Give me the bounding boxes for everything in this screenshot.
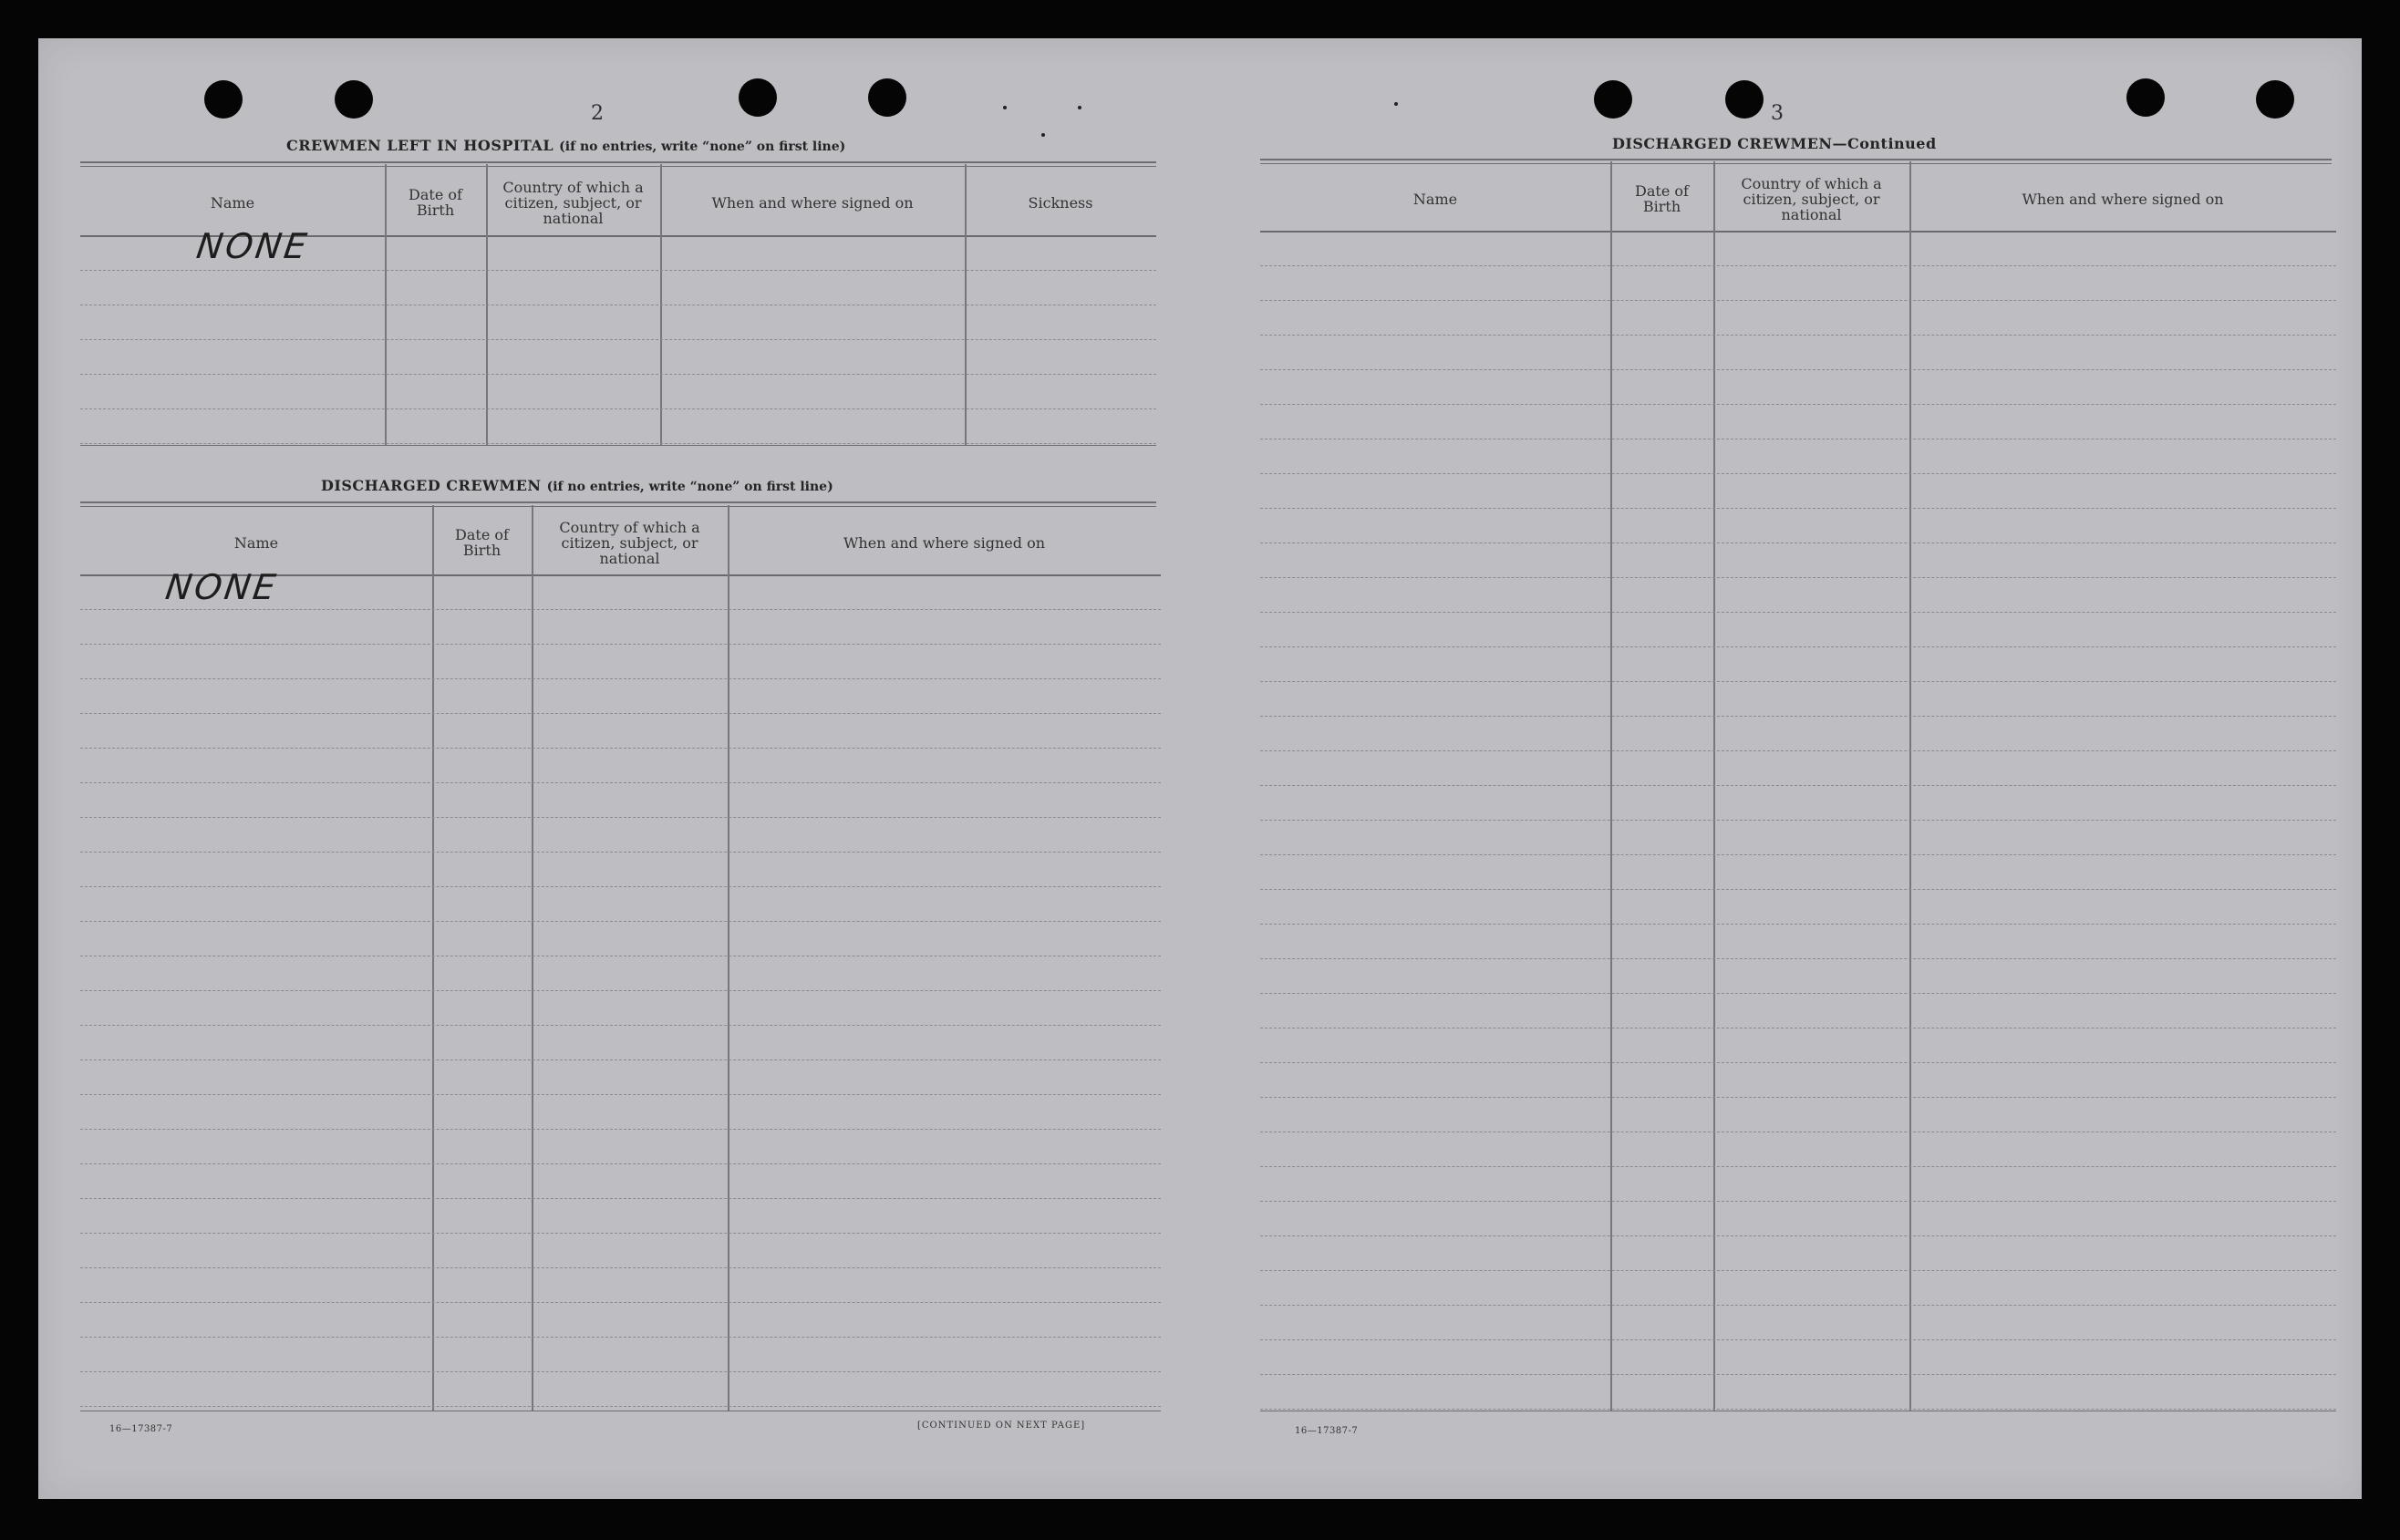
- entry-line: [80, 1267, 1161, 1268]
- handwritten-entry: NONE: [193, 226, 312, 266]
- punch-hole: [335, 80, 373, 119]
- entry-line: [1260, 716, 2336, 717]
- column-header: Sickness: [1028, 193, 1093, 212]
- entry-line: [1260, 750, 2336, 751]
- column-header: Name: [210, 193, 255, 212]
- entry-line: [80, 748, 1161, 749]
- entry-line: [1260, 265, 2336, 266]
- punch-hole: [739, 78, 777, 117]
- punch-hole: [2256, 80, 2294, 119]
- entry-line: [1260, 924, 2336, 925]
- entry-line: [1260, 1305, 2336, 1306]
- punch-hole: [1725, 80, 1764, 119]
- entry-line: [1260, 1339, 2336, 1340]
- entry-line: [1260, 1235, 2336, 1236]
- column-header: Date of Birth: [455, 526, 509, 559]
- discharged-top-rule: [80, 501, 1156, 503]
- column-header: Country of which a citizen, subject, or national: [502, 178, 644, 227]
- column-divider: [1909, 161, 1911, 1411]
- entry-line: [80, 270, 1156, 271]
- entry-line: [1260, 369, 2336, 370]
- column-divider: [532, 505, 533, 1411]
- continued-note: [CONTINUED ON NEXT PAGE]: [917, 1421, 1086, 1431]
- entry-line: [80, 1129, 1161, 1130]
- hospital-section-title: [286, 137, 845, 154]
- entry-line: [80, 1406, 1161, 1407]
- entry-line: [1260, 508, 2336, 509]
- entry-line: [1260, 1201, 2336, 1202]
- hospital-title: CREWMEN LEFT IN HOSPITAL: [286, 137, 554, 154]
- entry-line: [80, 1302, 1161, 1303]
- entry-line: [80, 678, 1161, 679]
- hospital-instruction: (if no entries, write “none” on first line): [559, 140, 846, 154]
- page-number-right: 3: [1771, 102, 1784, 125]
- punch-hole: [204, 80, 243, 119]
- entry-line: [80, 782, 1161, 783]
- entry-line: [1260, 300, 2336, 301]
- column-divider: [1713, 161, 1715, 1411]
- entry-line: [80, 852, 1161, 853]
- speck: [1003, 106, 1007, 109]
- form-number: 16—17387-7: [109, 1424, 173, 1434]
- column-divider: [1610, 161, 1612, 1411]
- column-header: Date of Birth: [409, 186, 462, 219]
- discharged-instruction: (if no entries, write “none” on first line): [546, 480, 833, 494]
- form-sheet: [38, 38, 2362, 1499]
- entry-line: [80, 1198, 1161, 1199]
- column-header: When and where signed on: [711, 193, 914, 212]
- entry-line: [80, 443, 1156, 444]
- entry-line: [80, 1025, 1161, 1026]
- entry-line: [1260, 1409, 2336, 1410]
- right-top-rule-2: [1260, 163, 2332, 164]
- entry-line: [80, 817, 1161, 818]
- entry-line: [1260, 1166, 2336, 1167]
- hospital-top-rule: [80, 161, 1156, 163]
- entry-line: [80, 408, 1156, 409]
- discharged-section-title: [321, 477, 833, 494]
- entry-line: [80, 921, 1161, 922]
- entry-line: [80, 1337, 1161, 1338]
- punch-hole: [868, 78, 906, 117]
- entry-line: [80, 1094, 1161, 1095]
- entry-line: [80, 1371, 1161, 1372]
- entry-line: [80, 374, 1156, 375]
- entry-line: [1260, 1062, 2336, 1063]
- discharged-top-rule-2: [80, 506, 1156, 507]
- column-header: Country of which a citizen, subject, or national: [559, 518, 700, 567]
- hospital-top-rule-2: [80, 166, 1156, 167]
- punch-hole: [1594, 80, 1632, 119]
- table-bottom-rule: [80, 445, 1156, 446]
- column-header: Name: [1412, 190, 1458, 208]
- entry-line: [1260, 681, 2336, 682]
- entry-line: [80, 990, 1161, 991]
- entry-line: [1260, 993, 2336, 994]
- entry-line: [1260, 889, 2336, 890]
- column-divider: [432, 505, 434, 1411]
- entry-line: [1260, 473, 2336, 474]
- entry-line: [1260, 612, 2336, 613]
- entry-line: [1260, 1374, 2336, 1375]
- entry-line: [1260, 854, 2336, 855]
- entry-line: [1260, 820, 2336, 821]
- entry-line: [1260, 404, 2336, 405]
- right-top-rule: [1260, 159, 2332, 160]
- speck: [1041, 133, 1045, 137]
- entry-line: [1260, 1097, 2336, 1098]
- entry-line: [80, 886, 1161, 887]
- column-header: Date of Birth: [1635, 182, 1689, 215]
- entry-line: [80, 644, 1161, 645]
- right-section-title: DISCHARGED CREWMEN—Continued: [1612, 135, 1937, 152]
- speck: [1394, 102, 1398, 106]
- punch-hole: [2126, 78, 2165, 117]
- column-header: When and where signed on: [2022, 190, 2224, 208]
- column-divider: [728, 505, 729, 1411]
- entry-line: [1260, 1270, 2336, 1271]
- entry-line: [1260, 335, 2336, 336]
- page-number: 2: [591, 102, 604, 125]
- entry-line: [80, 339, 1156, 340]
- speck: [1078, 106, 1081, 109]
- entry-line: [1260, 646, 2336, 647]
- form-number-right: 16—17387-7: [1295, 1426, 1359, 1436]
- entry-line: [1260, 577, 2336, 578]
- entry-line: [80, 1233, 1161, 1234]
- header-underline: [1260, 231, 2336, 233]
- entry-line: [1260, 958, 2336, 959]
- entry-line: [80, 1059, 1161, 1060]
- discharged-title: DISCHARGED CREWMEN: [321, 477, 542, 494]
- entry-line: [80, 1163, 1161, 1164]
- entry-line: [1260, 785, 2336, 786]
- entry-line: [80, 609, 1161, 610]
- entry-line: [80, 713, 1161, 714]
- column-header: Country of which a citizen, subject, or national: [1741, 174, 1882, 223]
- column-header: Name: [233, 533, 279, 552]
- column-header: When and where signed on: [843, 533, 1046, 552]
- handwritten-entry: NONE: [162, 567, 281, 607]
